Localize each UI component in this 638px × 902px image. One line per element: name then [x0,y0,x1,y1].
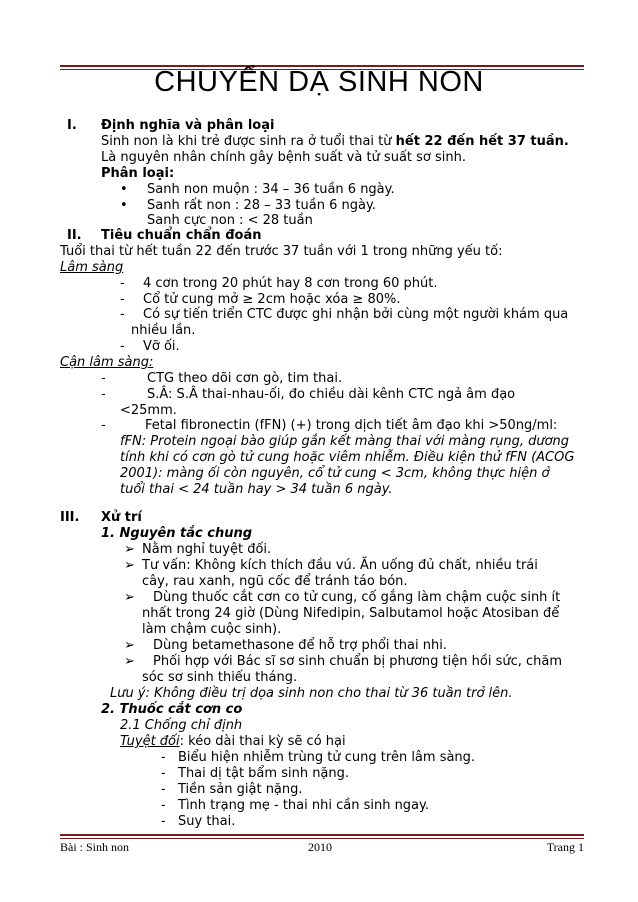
principle-item: Tư vấn: Không kích thích đầu vú. Ăn uống đủ chất, nhiều trái [142,558,538,573]
contra-item: Thai dị tật bẩm sinh nặng. [178,766,350,781]
footer-right: Trang 1 [546,840,584,854]
absolute-label: Tuyệt đối [120,734,180,749]
principle-item: nhất trong 24 giờ (Dùng Nifedipin, Salbutamol hoặc Atosiban để [142,606,560,621]
ffn-note: tính khi có cơn gò tử cung hoặc viêm nhiễm. Điều kiện thử fFN (ACOG [120,450,575,465]
principle-item: sóc sơ sinh thiếu tháng. [142,670,298,685]
clinical-item: nhiều lần. [131,323,196,338]
dash-icon: - [101,418,106,433]
criteria-intro: Tuổi thai từ hết tuần 22 đến trước 37 tuần với 1 trong những yếu tố: [60,244,503,259]
class-item: Sanh cực non : < 28 tuần [147,213,313,228]
absolute-contra-line [120,734,346,750]
class-item: Sanh non muộn : 34 – 36 tuần 6 ngày. [147,182,395,197]
principle-item: Dùng betamethasone để hỗ trợ phổi thai nhi. [153,638,447,653]
clinical-label: Lâm sàng [60,260,124,275]
paraclinical-item: <25mm. [120,403,177,418]
dash-icon: - [120,339,125,354]
class-label: Phân loại: [101,166,175,181]
ffn-note: fFN: Protein ngoại bào giúp gắn kết màng thai với màng rụng, dương [120,434,570,449]
principle-item: Phối hợp với Bác sĩ sơ sinh chuẩn bị phương tiện hồi sức, chăm [153,654,563,669]
arrow-bullet-icon: ➢ [124,638,135,653]
contra-item: Suy thai. [178,814,236,829]
footer-center: 2010 [308,840,332,854]
note: Lưu ý: Không điều trị dọa sinh non cho thai từ 36 tuần trở lên. [110,686,513,701]
paraclinical-label: Cận lâm sàng: [60,355,154,370]
bullet-icon: • [120,182,128,197]
principle-item: cây, rau xanh, ngũ cốc để tránh táo bón. [142,574,408,589]
dash-icon: - [120,292,125,307]
dash-icon: - [120,307,125,322]
section-number: III. [60,510,80,525]
class-item: Sanh rất non : 28 – 33 tuần 6 ngày. [147,198,376,213]
dash-icon: - [101,371,106,386]
cause-line: Là nguyên nhân chính gây bệnh suất và tử suất sơ sinh. [101,150,466,165]
clinical-item: Vỡ ối. [143,339,180,354]
definition [101,134,569,150]
clinical-item: 4 cơn trong 20 phút hay 8 cơn trong 60 phút. [143,276,438,291]
arrow-bullet-icon: ➢ [124,558,135,573]
dash-icon: - [161,766,166,781]
definition-text: Sinh non là khi trẻ được sinh ra ở tuổi thai từ [101,134,396,149]
section-heading: Xử trí [101,510,142,525]
arrow-bullet-icon: ➢ [124,542,135,557]
dash-icon: - [161,814,166,829]
principle-item: Dùng thuốc cắt cơn co tử cung, cố gắng làm chậm cuộc sinh ít [153,590,561,605]
paraclinical-item: Fetal fibronectin (fFN) (+) trong dịch tiết âm đạo khi >50ng/ml: [145,418,558,433]
ffn-note: 2001): màng ối còn nguyên, cổ tử cung < 3cm, không thực hiện ở [120,466,550,481]
arrow-bullet-icon: ➢ [124,654,135,669]
paraclinical-item: CTG theo dõi cơn gò, tim thai. [147,371,343,386]
footer-rule-thin [60,838,584,839]
absolute-rest: : kéo dài thai kỳ sẽ có hại [179,734,346,749]
contra-item: Tiền sản giật nặng. [178,782,303,797]
section-number: II. [67,228,82,243]
subsection-heading: 2. Thuốc cắt cơn co [101,702,243,717]
definition-emphasis: hết 22 đến hết 37 tuần. [395,134,569,149]
contra-item: Biểu hiện nhiễm trùng tử cung trên lâm sàng. [178,750,476,765]
subsection-subheading: 2.1 Chống chỉ định [120,718,243,733]
ffn-note: tuổi thai < 24 tuần hay > 34 tuần 6 ngày. [120,482,393,497]
contra-item: Tình trạng mẹ - thai nhi cần sinh ngay. [178,798,429,813]
dash-icon: - [161,798,166,813]
document-title: CHUYỂN DẠ SINH NON [154,66,484,98]
paraclinical-item: S.Â: S.Â thai-nhau-ối, đo chiều dài kênh CTC ngả âm đạo [147,387,516,402]
dash-icon: - [161,750,166,765]
bullet-icon: • [120,198,128,213]
principle-item: Nằm nghỉ tuyệt đối. [142,542,272,557]
subsection-heading: 1. Nguyên tắc chung [101,526,253,541]
clinical-item: Cổ tử cung mở ≥ 2cm hoặc xóa ≥ 80%. [143,292,401,307]
footer-rule [60,834,584,836]
dash-icon: - [161,782,166,797]
section-number: I. [67,118,77,133]
principle-item: làm chậm cuộc sinh). [142,622,282,637]
clinical-item: Có sự tiến triển CTC được ghi nhận bởi cùng một người khám qua [143,307,569,322]
section-heading: Tiêu chuẩn chẩn đoán [101,228,262,243]
dash-icon: - [120,276,125,291]
footer-left: Bài : Sinh non [60,840,130,854]
section-heading: Định nghĩa và phân loại [101,118,275,133]
arrow-bullet-icon: ➢ [124,590,135,605]
dash-icon: - [101,387,106,402]
